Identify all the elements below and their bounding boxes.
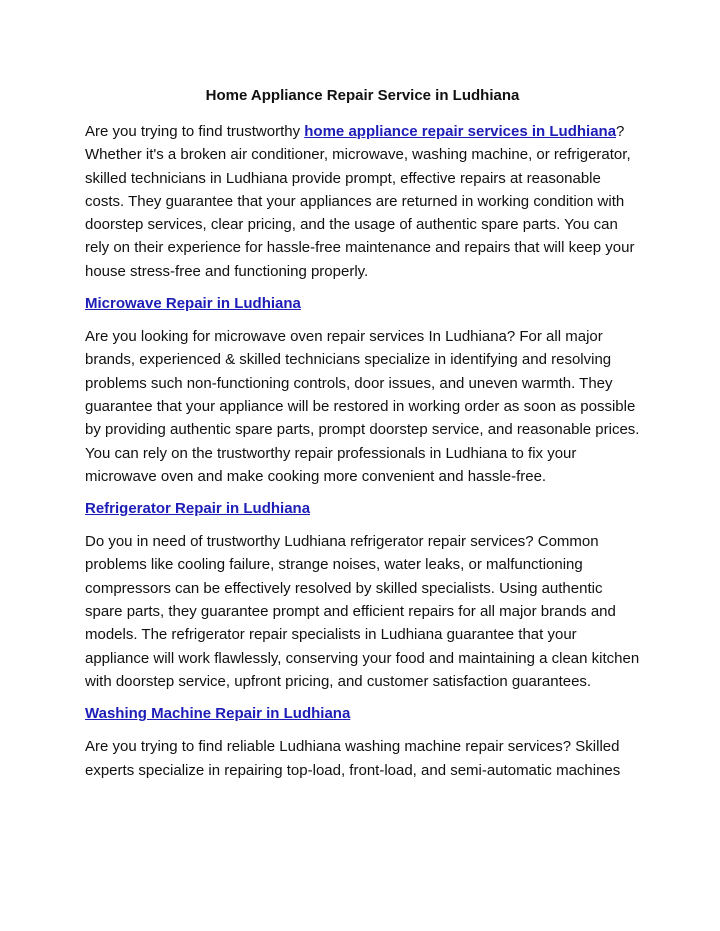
section-body-microwave: Are you looking for microwave oven repair services In Ludhiana? For all major brands, experienced & skilled technicians specialize in identifying and resolving problems such non-functioning controls, door issues, and uneven warmth. They guarantee that your appliance will be restored in working order as soon as possible by providing authentic spare parts, prompt doorstep service, and reasonable prices. You can rely on the trustworthy repair professionals in Ludhiana to fix your microwave oven and make cooking more convenient and hassle-free. (85, 328, 640, 485)
section-heading-washing-machine (85, 704, 640, 724)
section-body-refrigerator: Do you in need of trustworthy Ludhiana refrigerator repair services? Common problems like cooling failure, strange noises, water leaks, or malfunctioning compressors can be effectively resolved by skilled specialists. Using authentic spare parts, they guarantee prompt and efficient repairs for all major brands and models. The refrigerator repair specialists in Ludhiana guarantee that your appliance will work flawlessly, conserving your food and maintaining a clean kitchen with doorstep service, upfront pricing, and customer satisfaction guarantees. (85, 533, 640, 690)
document-title: Home Appliance Repair Service in Ludhiana (205, 87, 520, 104)
home-appliance-repair-link[interactable]: home appliance repair services in Ludhiana (304, 123, 617, 140)
section-heading-microwave (85, 294, 640, 314)
intro-paragraph (85, 120, 640, 283)
section-body-washing-machine: Are you trying to find reliable Ludhiana washing machine repair services? Skilled experts specialize in repairing top-load, front-load, and semi-automatic machines (85, 738, 621, 779)
intro-text-before-link: Are you trying to find trustworthy (85, 123, 305, 140)
section-heading-refrigerator (85, 499, 640, 519)
intro-text-after-link: ? Whether it's a broken air conditioner, microwave, washing machine, or refrigerator, skilled technicians in Ludhiana provide prompt, effective repairs at reasonable costs. They guarantee that your appliances are returned in working condition with doorstep services, clear pricing, and the usage of authentic spare parts. You can rely on their experience for hassle-free maintenance and repairs that will keep your house stress-free and functioning properly. (85, 123, 635, 280)
washing-machine-repair-link[interactable]: Washing Machine Repair in Ludhiana (85, 705, 351, 723)
refrigerator-repair-link[interactable]: Refrigerator Repair in Ludhiana (85, 500, 311, 518)
microwave-repair-link[interactable]: Microwave Repair in Ludhiana (85, 295, 301, 313)
document-page (85, 86, 640, 793)
